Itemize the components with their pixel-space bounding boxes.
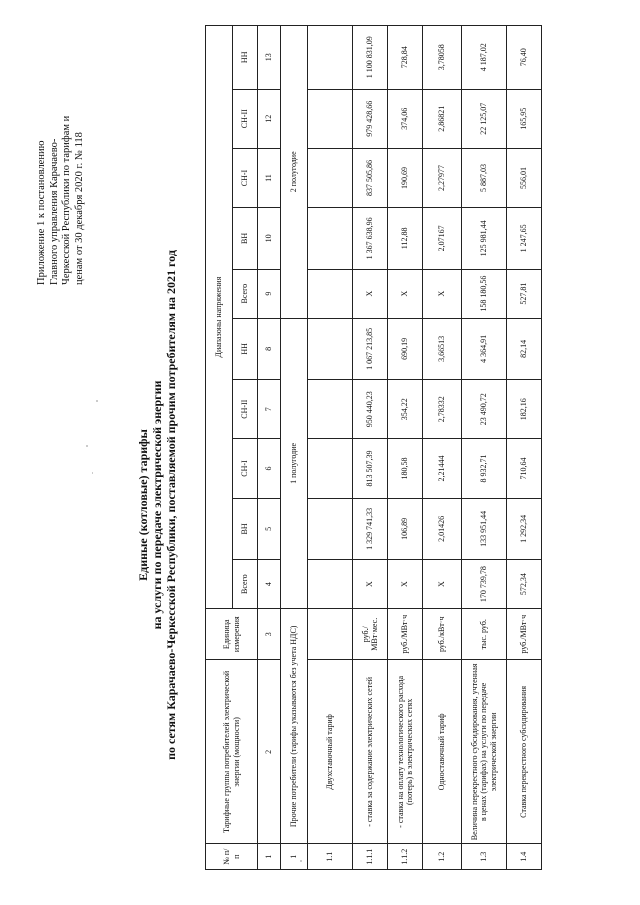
- value-cell: 1 329 741,33: [353, 498, 388, 559]
- value-cell: 813 507,39: [353, 439, 388, 498]
- value-cell: 1 067 213,85: [353, 318, 388, 379]
- row-unit: руб./кВт·ч: [423, 609, 462, 660]
- tariff-table: [205, 25, 542, 870]
- half-year-label: 1 полугодие: [281, 318, 308, 609]
- value-cell: 112,88: [388, 208, 423, 269]
- empty-cell: [308, 560, 353, 609]
- title-line: на услуги по передаче электрической энергии: [150, 380, 164, 630]
- value-cell: X: [388, 269, 423, 318]
- value-cell: X: [423, 560, 462, 609]
- value-cell: 3,66513: [423, 318, 462, 379]
- value-cell: 1 367 638,96: [353, 208, 388, 269]
- row-number: 1.3: [462, 844, 507, 870]
- value-cell: 1 247,65: [507, 208, 542, 269]
- column-number: 2: [258, 660, 281, 844]
- document-title: [136, 145, 178, 865]
- value-cell: 2,21444: [423, 439, 462, 498]
- row-unit: руб./МВт·мес.: [353, 609, 388, 660]
- value-cell: 190,69: [388, 148, 423, 207]
- empty-cell: [308, 208, 353, 269]
- value-cell: 76,40: [507, 26, 542, 90]
- empty-cell: [308, 148, 353, 207]
- header-h1-sn2: СН-II: [233, 380, 258, 439]
- value-cell: 2,27977: [423, 148, 462, 207]
- row-number: 1: [281, 844, 308, 870]
- value-cell: 527,81: [507, 269, 542, 318]
- header-h2-nn: НН: [233, 26, 258, 90]
- appendix-line: Черкесской Республики по тарифам и: [61, 115, 72, 285]
- header-num: № п/п: [206, 844, 258, 870]
- value-cell: 106,89: [388, 498, 423, 559]
- row-number: 1.1: [308, 844, 353, 870]
- value-cell: 572,34: [507, 560, 542, 609]
- header-h2-total: Всего: [233, 269, 258, 318]
- row-number: 1.4: [507, 844, 542, 870]
- value-cell: X: [423, 269, 462, 318]
- value-cell: X: [353, 269, 388, 318]
- value-cell: 556,01: [507, 148, 542, 207]
- empty-cell: [308, 269, 353, 318]
- row-number: 1.2: [423, 844, 462, 870]
- column-number: 11: [258, 148, 281, 207]
- value-cell: 979 428,66: [353, 89, 388, 148]
- value-cell: 4 187,02: [462, 26, 507, 90]
- column-number: 13: [258, 26, 281, 90]
- value-cell: 950 440,23: [353, 380, 388, 439]
- row-name: Одноставочный тариф: [423, 660, 462, 844]
- value-cell: 354,22: [388, 380, 423, 439]
- value-cell: 837 505,86: [353, 148, 388, 207]
- row-name: Ставка перекрестного субсидирования: [507, 660, 542, 844]
- value-cell: 1 292,34: [507, 498, 542, 559]
- empty-cell: [308, 380, 353, 439]
- appendix-line: Приложение 1 к постановлению: [36, 140, 47, 285]
- value-cell: 180,58: [388, 439, 423, 498]
- row-unit: тыс. руб.: [462, 609, 507, 660]
- value-cell: 82,14: [507, 318, 542, 379]
- value-cell: 170 739,78: [462, 560, 507, 609]
- value-cell: 182,16: [507, 380, 542, 439]
- header-h2-sn1: СН-I: [233, 148, 258, 207]
- empty-cell: [308, 318, 353, 379]
- header-h1-vn: ВН: [233, 498, 258, 559]
- value-cell: 1 100 831,09: [353, 26, 388, 90]
- header-h1-total: Всего: [233, 560, 258, 609]
- appendix-line: Главного управления Карачаево-: [48, 138, 60, 285]
- column-number: 4: [258, 560, 281, 609]
- value-cell: 22 125,07: [462, 89, 507, 148]
- header-voltage-ranges: Диапазоны напряжения: [206, 26, 233, 609]
- empty-cell: [308, 89, 353, 148]
- value-cell: 2,07167: [423, 208, 462, 269]
- table-row: [423, 26, 462, 870]
- column-number: 6: [258, 439, 281, 498]
- value-cell: 165,95: [507, 89, 542, 148]
- table-row: [353, 26, 388, 870]
- value-cell: 23 490,72: [462, 380, 507, 439]
- value-cell: 2,78332: [423, 380, 462, 439]
- value-cell: X: [388, 560, 423, 609]
- row-unit: руб./МВт·ч: [388, 609, 423, 660]
- value-cell: 374,06: [388, 89, 423, 148]
- value-cell: 5 887,03: [462, 148, 507, 207]
- row-name: Двухставочный тариф: [308, 660, 353, 844]
- table-row: [388, 26, 423, 870]
- empty-cell: [308, 439, 353, 498]
- table-row: [308, 26, 353, 870]
- header-h2-vn: ВН: [233, 208, 258, 269]
- value-cell: 3,78058: [423, 26, 462, 90]
- title-line: Единые (котловые) тарифы: [136, 429, 150, 581]
- column-number: 5: [258, 498, 281, 559]
- value-cell: 690,19: [388, 318, 423, 379]
- appendix-note: [36, 20, 86, 285]
- value-cell: 133 951,44: [462, 498, 507, 559]
- column-number: 1: [258, 844, 281, 870]
- header-h2-sn2: СН-II: [233, 89, 258, 148]
- table-row: [507, 26, 542, 870]
- header-group: Тарифные группы потребителей электрической энергии (мощности): [206, 660, 258, 844]
- row-name: - ставка за содержание электрических сетей: [353, 660, 388, 844]
- value-cell: 125 981,44: [462, 208, 507, 269]
- row-unit: руб./МВт·ч: [507, 609, 542, 660]
- value-cell: 710,64: [507, 439, 542, 498]
- value-cell: X: [353, 560, 388, 609]
- half-year-label: 2 полугодие: [281, 26, 308, 319]
- column-number: 10: [258, 208, 281, 269]
- row-name: - ставка на оплату технологического расхода (потерь) в электрических сетях: [388, 660, 423, 844]
- column-number: 9: [258, 269, 281, 318]
- table-row: [281, 26, 308, 870]
- header-h1-sn1: СН-I: [233, 439, 258, 498]
- column-number-row: [258, 26, 281, 870]
- column-number: 8: [258, 318, 281, 379]
- value-cell: 8 932,71: [462, 439, 507, 498]
- column-number: 12: [258, 89, 281, 148]
- header-h1-nn: НН: [233, 318, 258, 379]
- column-number: 7: [258, 380, 281, 439]
- empty-cell: [308, 609, 353, 660]
- appendix-line: ценам от 30 декабря 2020 г. № 118: [73, 132, 85, 285]
- empty-cell: [308, 26, 353, 90]
- header-row: [206, 26, 233, 870]
- header-unit: Единица измерения: [206, 609, 258, 660]
- value-cell: 2,01426: [423, 498, 462, 559]
- value-cell: 2,86821: [423, 89, 462, 148]
- row-name: Величина перекрестного субсидирования, учтенная в ценах (тарифах) на услуги по передаче электрической энергии: [462, 660, 507, 844]
- value-cell: 4 364,91: [462, 318, 507, 379]
- empty-cell: [308, 498, 353, 559]
- row-number: 1.1.1: [353, 844, 388, 870]
- row-number: 1.1.2: [388, 844, 423, 870]
- title-line: по сетям Карачаево-Черкесской Республики, поставляемой прочим потребителям на 2021 год: [164, 250, 178, 760]
- value-cell: 728,84: [388, 26, 423, 90]
- value-cell: 158 180,56: [462, 269, 507, 318]
- row-name: Прочие потребители (тарифы указываются без учета НДС): [281, 609, 308, 844]
- table-row: [462, 26, 507, 870]
- column-number: 3: [258, 609, 281, 660]
